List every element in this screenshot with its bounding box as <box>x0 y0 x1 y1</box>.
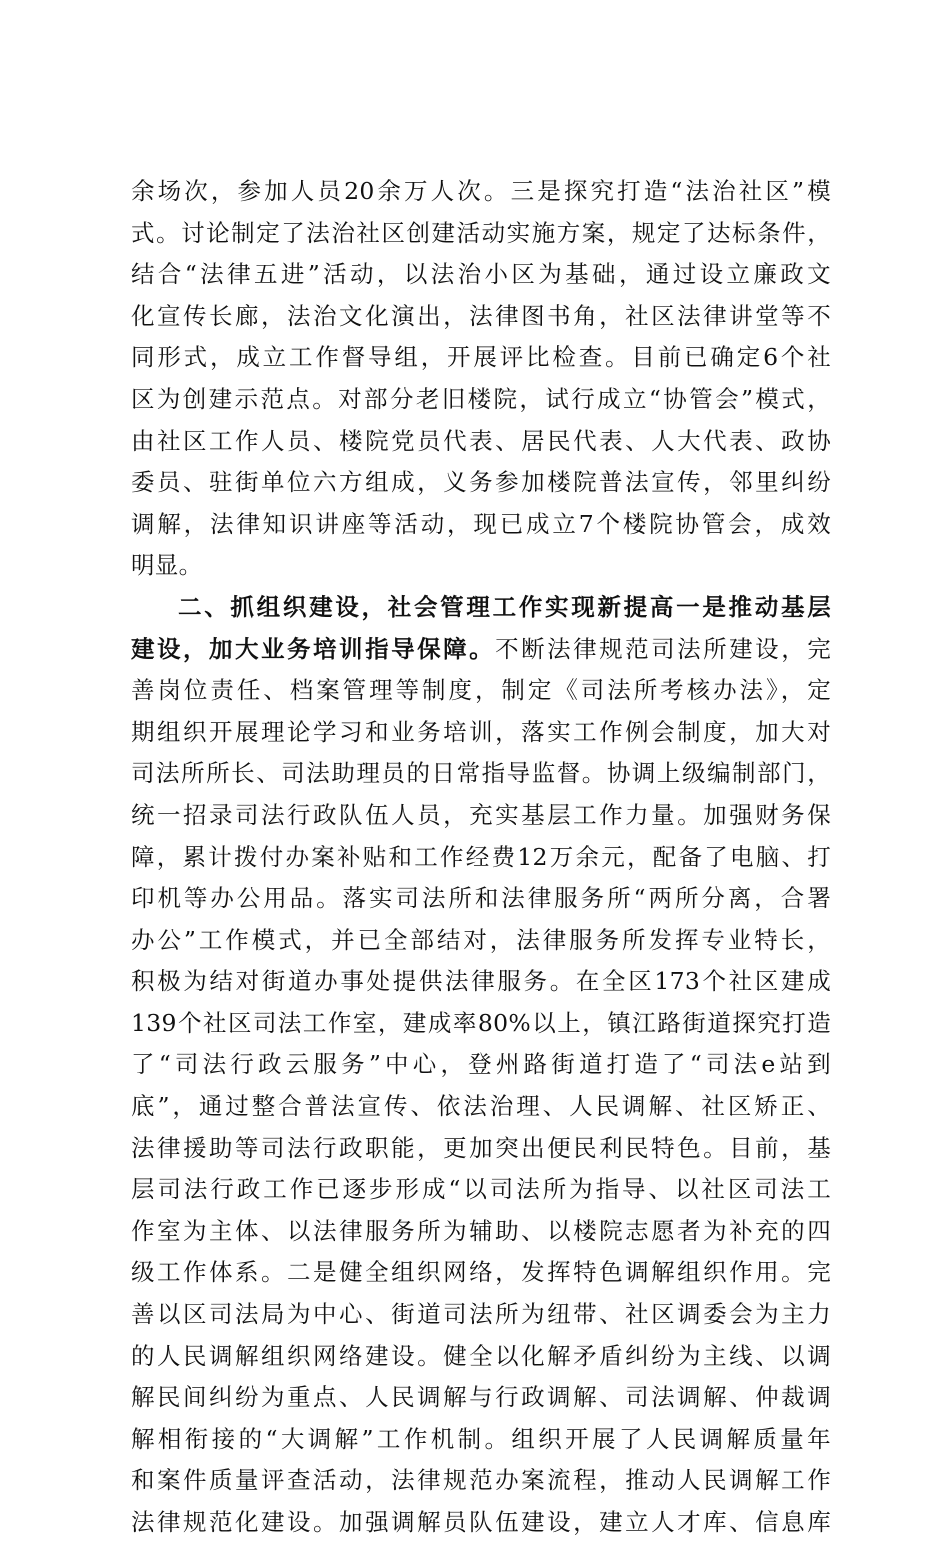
text-line: 办公”工作模式，并已全部结对，法律服务所发挥专业特长， <box>131 925 831 954</box>
text-line: 障，累计拨付办案补贴和工作经费12万余元，配备了电脑、打 <box>131 842 831 871</box>
text-line: 解民间纠纷为重点、人民调解与行政调解、司法调解、仲裁调 <box>131 1383 831 1412</box>
text-line: 善以区司法局为中心、街道司法所为纽带、社区调委会为主力 <box>131 1300 831 1329</box>
text-line: 善岗位责任、档案管理等制度，制定《司法所考核办法》，定 <box>131 676 831 705</box>
text-line: 了“司法行政云服务”中心，登州路街道打造了“司法e站到 <box>131 1050 831 1079</box>
text-line: 法律规范化建设。加强调解员队伍建设，建立人才库、信息库 <box>131 1508 831 1536</box>
text-line: 和案件质量评查活动，法律规范办案流程，推动人民调解工作 <box>131 1466 831 1495</box>
text-line: 由社区工作人员、楼院党员代表、居民代表、人大代表、政协 <box>131 426 831 455</box>
text-line: 解相衔接的“大调解”工作机制。组织开展了人民调解质量年 <box>131 1424 831 1453</box>
text-line: 作室为主体、以法律服务所为辅助、以楼院志愿者为补充的四 <box>131 1216 831 1245</box>
text-line: 期组织开展理论学习和业务培训，落实工作例会制度，加大对 <box>131 717 831 746</box>
text-line: 级工作体系。二是健全组织网络，发挥特色调解组织作用。完 <box>131 1258 831 1287</box>
text-line: 余场次，参加人员20余万人次。三是探究打造“法治社区”模 <box>131 177 831 205</box>
text-line: 司法所所长、司法助理员的日常指导监督。协调上级编制部门， <box>131 759 831 788</box>
text-line: 139个社区司法工作室，建成率80%以上，镇江路街道探究打造 <box>131 1008 831 1037</box>
text-line: 式。讨论制定了法治社区创建活动实施方案，规定了达标条件， <box>131 218 831 247</box>
text-line: 底”，通过整合普法宣传、依法治理、人民调解、社区矫正、 <box>131 1092 831 1121</box>
text-line: 区为创建示范点。对部分老旧楼院，试行成立“协管会”模式， <box>131 384 831 413</box>
text-line: 明显。 <box>131 551 203 580</box>
text-line: 结合“法律五进”活动，以法治小区为基础，通过设立廉政文 <box>131 260 831 289</box>
text-line: 同形式，成立工作督导组，开展评比检查。目前已确定6个社 <box>131 343 831 372</box>
text-line: 积极为结对街道办事处提供法律服务。在全区173个社区建成 <box>131 967 831 996</box>
text-line: 印机等办公用品。落实司法所和法律服务所“两所分离，合署 <box>131 884 831 913</box>
section-heading-bold-part: 建设，加大业务培训指导保障。 <box>131 634 496 663</box>
section-heading: 二、抓组织建设，社会管理工作实现新提高一是推动基层 <box>178 592 831 621</box>
document-body <box>131 171 831 1544</box>
section-heading-continuation <box>131 629 831 671</box>
text-line: 统一招录司法行政队伍人员，充实基层工作力量。加强财务保 <box>131 800 831 829</box>
text-line: 的人民调解组织网络建设。健全以化解矛盾纠纷为主线、以调 <box>131 1341 831 1370</box>
text-line-rest: 不断法律规范司法所建设，完 <box>495 634 831 663</box>
text-line: 化宣传长廊，法治文化演出，法律图书角，社区法律讲堂等不 <box>131 301 831 330</box>
text-line: 层司法行政工作已逐步形成“以司法所为指导、以社区司法工 <box>131 1175 831 1204</box>
text-line: 调解，法律知识讲座等活动，现已成立7个楼院协管会，成效 <box>131 509 831 538</box>
text-line: 法律援助等司法行政职能，更加突出便民利民特色。目前，基 <box>131 1133 831 1162</box>
text-line: 委员、驻街单位六方组成，义务参加楼院普法宣传，邻里纠纷 <box>131 468 831 497</box>
